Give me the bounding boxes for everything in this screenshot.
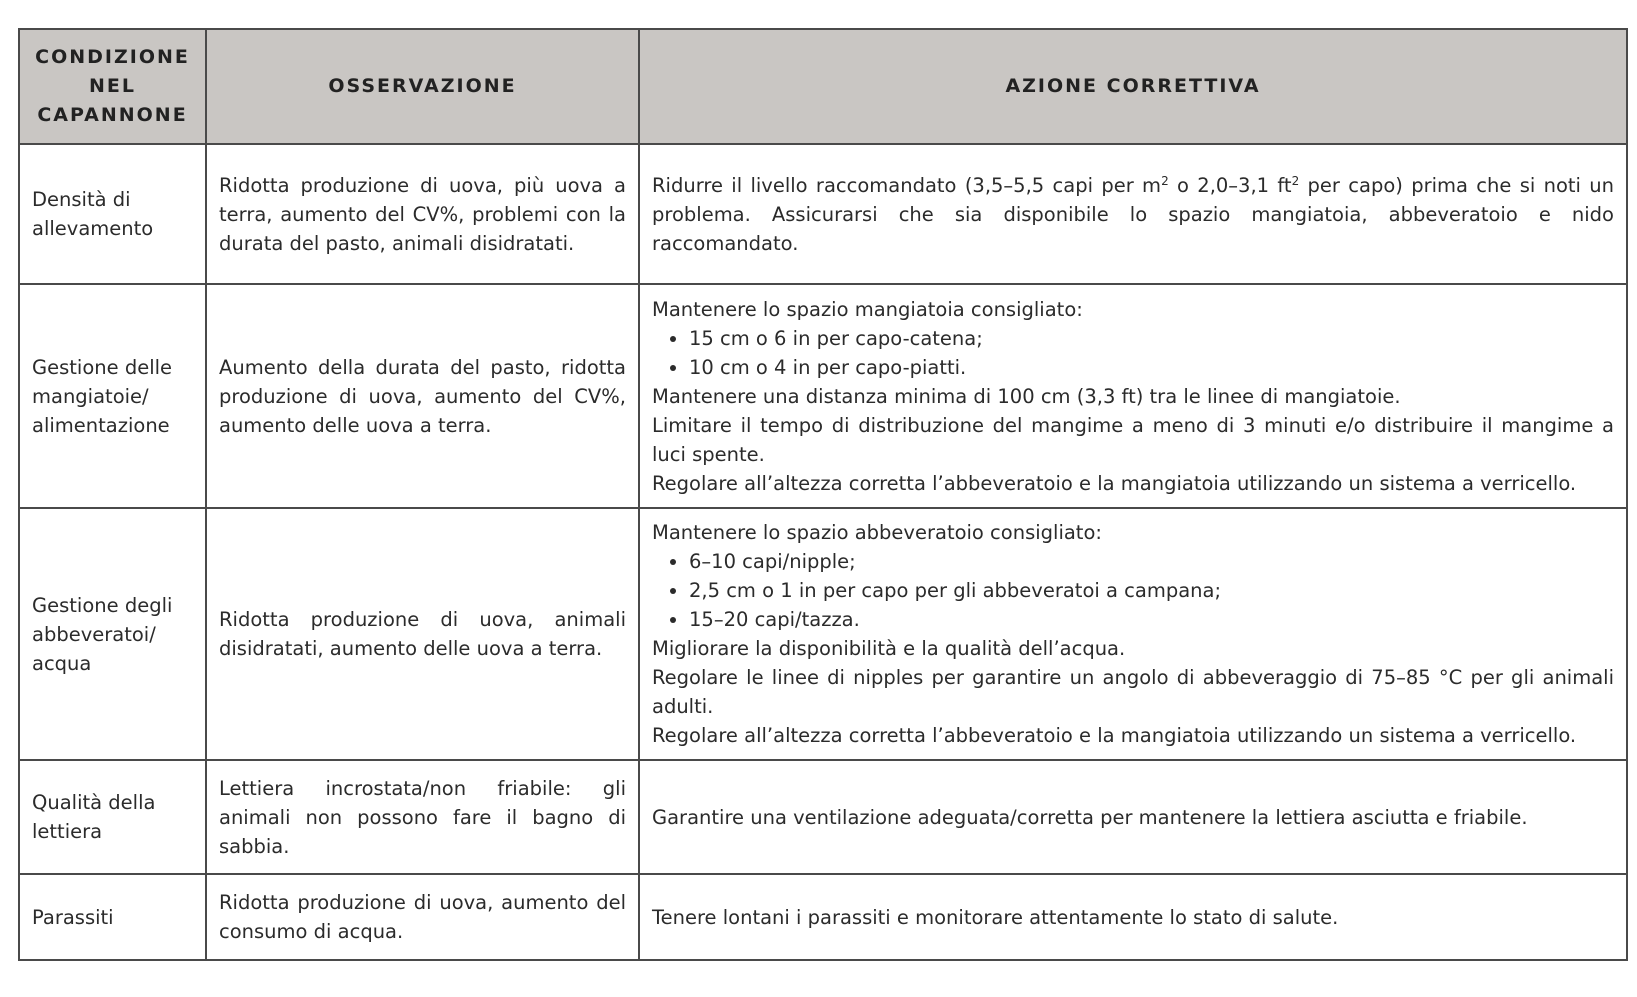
action-line: Migliorare la disponibilità e la qualità dell’acqua. bbox=[652, 637, 1126, 660]
list-item: • 15 cm o 6 in per capo-catena; bbox=[689, 324, 1614, 353]
observation-cell: Aumento della durata del pasto, ridotta produzione di uova, aumento del CV%, aumento delle uova a terra. bbox=[206, 284, 639, 508]
observation-cell: Ridotta produzione di uova, aumento del consumo di acqua. bbox=[206, 874, 639, 960]
action-line: Regolare all’altezza corretta l’abbeveratoio e la mangiatoia utilizzando un sistema a verricello. bbox=[652, 471, 1577, 495]
list-item: • 2,5 cm o 1 in per capo per gli abbeveratoi a campana; bbox=[689, 576, 1614, 605]
header-row bbox=[19, 29, 1627, 144]
bullet-list bbox=[652, 547, 1614, 634]
action-cell bbox=[639, 284, 1627, 508]
action-cell bbox=[639, 144, 1627, 284]
table-row bbox=[19, 874, 1627, 960]
observation-cell bbox=[206, 760, 639, 874]
action-line: Mantenere una distanza minima di 100 cm (3,3 ft) tra le linee di mangiatoie. bbox=[652, 384, 1401, 408]
table-row bbox=[19, 144, 1627, 284]
bullet-list bbox=[652, 324, 1614, 382]
action-cell: Garantire una ventilazione adeguata/corretta per mantenere la lettiera asciutta e friabile. bbox=[639, 760, 1627, 874]
list-item: • 10 cm o 4 in per capo-piatti. bbox=[689, 353, 1614, 382]
table-row bbox=[19, 284, 1627, 508]
table-row bbox=[19, 760, 1627, 874]
observation-cell: Ridotta produzione di uova, animali disidratati, aumento delle uova a terra. bbox=[206, 508, 639, 760]
table-row bbox=[19, 508, 1627, 760]
header-condition: CONDIZIONE NEL CAPANNONE bbox=[19, 29, 206, 144]
superscript: 2 bbox=[1291, 173, 1300, 188]
action-line: Limitare il tempo di distribuzione del mangime a meno di 3 minuti e/o distribuire il mangime a luci spente. bbox=[652, 413, 1614, 466]
header-action: AZIONE CORRETTIVA bbox=[639, 29, 1627, 144]
action-intro: Mantenere lo spazio mangiatoia consigliato: bbox=[652, 297, 1083, 321]
condition-cell: Gestione degli abbeveratoi/ acqua bbox=[19, 508, 206, 760]
condition-cell: Gestione delle mangiatoie/ alimentazione bbox=[19, 284, 206, 508]
action-text: o 2,0–3,1 ft bbox=[1168, 173, 1292, 197]
condition-cell: Densità di allevamento bbox=[19, 144, 206, 284]
condition-cell: Qualità della lettiera bbox=[19, 760, 206, 874]
observation-text: Lettiera incrostata/non friabile: gli animali non possono fare il bagno di sabbia. bbox=[219, 776, 626, 858]
superscript: 2 bbox=[1161, 173, 1169, 188]
condition-cell: Parassiti bbox=[19, 874, 206, 960]
action-line: Regolare all’altezza corretta l’abbeveratoio e la mangiatoia utilizzando un sistema a verricello. bbox=[652, 724, 1577, 747]
action-text: Ridurre il livello raccomandato (3,5–5,5 capi per m bbox=[652, 173, 1162, 197]
action-cell: Tenere lontani i parassiti e monitorare attentamente lo stato di salute. bbox=[639, 874, 1627, 960]
action-intro: Mantenere lo spazio abbeveratoio consigliato: bbox=[652, 521, 1102, 544]
action-line: Regolare le linee di nipples per garantire un angolo di abbeveraggio di 75–85 °C per gli animali adulti. bbox=[652, 666, 1614, 718]
action-text: per capo) prima che si noti un problema. Assicurarsi che sia disponibile lo spazio mangiatoia, abbeveratoio e nido raccomandato. bbox=[652, 173, 1615, 255]
header-observation: OSSERVAZIONE bbox=[206, 29, 639, 144]
list-item: • 6–10 capi/nipple; bbox=[689, 547, 1614, 576]
list-item: • 15–20 capi/tazza. bbox=[689, 605, 1614, 634]
action-cell bbox=[639, 508, 1627, 760]
housing-conditions-table bbox=[18, 28, 1628, 961]
observation-cell: Ridotta produzione di uova, più uova a terra, aumento del CV%, problemi con la durata del pasto, animali disidratati. bbox=[206, 144, 639, 284]
